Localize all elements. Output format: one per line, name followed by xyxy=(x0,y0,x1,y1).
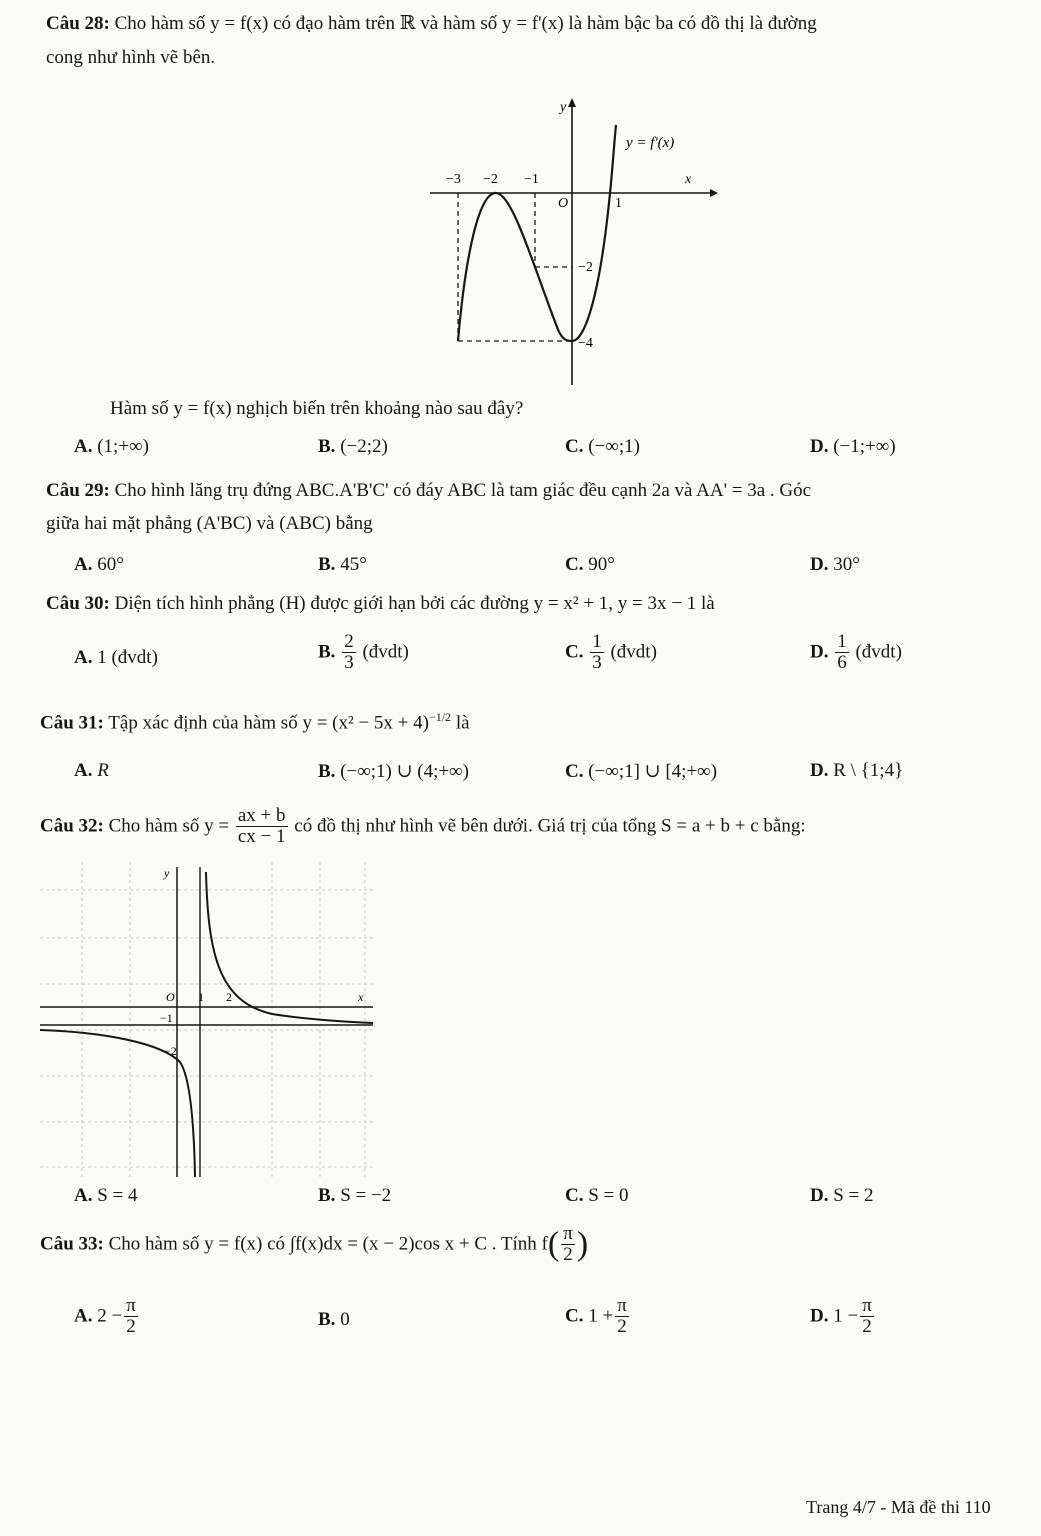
q31-option-a: A. R xyxy=(74,760,109,781)
q28-x-arrow xyxy=(710,189,718,197)
q32-line1 xyxy=(40,806,806,847)
q32-option-b: B. S = −2 xyxy=(318,1185,392,1206)
q32-y-label: y xyxy=(164,866,170,880)
q33-line1: Câu 33: Cho hàm số y = f(x) có ∫f(x)dx = (x − 2)cos x + C . Tính f( $\frac{\pi}{2}$ ) xyxy=(40,1223,589,1265)
q31-option-c: C. (−∞;1] ∪ [4;+∞) xyxy=(565,761,718,782)
q32-post: có đồ thị như hình vẽ bên dưới. Giá trị của tổng S = a + b + c bằng: xyxy=(294,815,806,837)
q32-tick-p1: 1 xyxy=(198,990,204,1004)
q30-option-d: D. $\frac{1}{6}$ (đvdt) xyxy=(810,631,902,673)
q30-line1 xyxy=(46,593,715,615)
q32-option-c: C. S = 0 xyxy=(565,1185,629,1206)
q28-option-a: A. (1;+∞) xyxy=(74,436,149,457)
q28-text1: Cho hàm số y = f(x) có đạo hàm trên ℝ và hàm số y = f'(x) là hàm bậc ba có đồ thị là đường xyxy=(114,13,817,34)
q30-option-b: B. $\frac{2}{3}$ (đvdt) xyxy=(318,631,409,673)
q32-tick-ym1: −1 xyxy=(160,1011,173,1025)
q32-graph xyxy=(40,862,375,1180)
q31-label: Câu 31: xyxy=(40,712,104,734)
q28-origin: O xyxy=(558,196,569,211)
q28-label: Câu 28: xyxy=(46,13,110,34)
q32-pre: Cho hàm số y = xyxy=(108,815,230,837)
q33-arg: $\frac{\pi}{2}$ xyxy=(563,1223,573,1265)
q33-option-c: C. 1 + $\frac{\pi}{2}$ xyxy=(565,1295,627,1337)
q28-tick-m3: −3 xyxy=(446,172,461,187)
q28-y-label: y xyxy=(560,100,567,115)
q29-option-c: C. 90° xyxy=(565,554,615,575)
q31-line1 xyxy=(40,710,470,734)
q28-curve xyxy=(458,125,616,341)
q33-label: Câu 33: xyxy=(40,1233,104,1255)
q28-question: Hàm số y = f(x) nghịch biến trên khoảng nào sau đây? xyxy=(110,398,524,419)
q31-post: là xyxy=(455,712,470,734)
q32-tick-p2: 2 xyxy=(226,990,232,1004)
q30-text1: Diện tích hình phẳng (H) được giới hạn bởi các đường y = x² + 1, y = 3x − 1 là xyxy=(114,593,715,614)
q29-option-a: A. 60° xyxy=(74,554,124,575)
q28-tick-ym2: −2 xyxy=(578,260,593,275)
q29-text1: Cho hình lăng trụ đứng ABC.A'B'C' có đáy ABC là tam giác đều cạnh 2a và AA' = 3a . Góc xyxy=(114,480,812,501)
q28-option-b: B. (−2;2) xyxy=(318,436,388,457)
q30-option-a: A. 1 (đvdt) xyxy=(74,647,158,668)
q28-graph xyxy=(420,95,720,390)
q31-option-b: B. (−∞;1) ∪ (4;+∞) xyxy=(318,761,469,782)
q29-option-d: D. 30° xyxy=(810,554,860,575)
q28-line1 xyxy=(46,12,817,35)
q28-y-arrow xyxy=(568,98,576,107)
q31-option-d: D. R \ {1;4} xyxy=(810,760,904,781)
q28-option-c: C. (−∞;1) xyxy=(565,436,640,457)
q32-label: Câu 32: xyxy=(40,815,104,837)
q32-x-label: x xyxy=(358,990,364,1004)
q33-pre: Cho hàm số y = f(x) có ∫f(x)dx = (x − 2)cos x + C . Tính f xyxy=(108,1233,548,1255)
q32-option-d: D. S = 2 xyxy=(810,1185,874,1206)
q29-text2: giữa hai mặt phẳng (A'BC) và (ABC) bằng xyxy=(46,513,373,534)
q31-exp: −1/2 xyxy=(428,710,452,724)
q28-tick-m1: −1 xyxy=(524,172,539,187)
q33-option-a: A. 2 − $\frac{\pi}{2}$ xyxy=(74,1295,136,1337)
q28-text2: cong như hình vẽ bên. xyxy=(46,47,216,68)
page-footer: Trang 4/7 - Mã đề thi 110 xyxy=(806,1497,991,1517)
q28-tick-p1: 1 xyxy=(615,196,622,211)
q30-label: Câu 30: xyxy=(46,593,110,614)
q28-tick-ym4: −4 xyxy=(578,336,593,351)
q29-line1 xyxy=(46,480,811,502)
q31-pre: Tập xác định của hàm số y = (x² − 5x + 4) xyxy=(108,712,429,734)
q32-option-a: A. S = 4 xyxy=(74,1185,138,1206)
q28-option-d: D. (−1;+∞) xyxy=(810,436,896,457)
q28-curve-label: y = f'(x) xyxy=(626,135,675,151)
q33-option-d: D. 1 − $\frac{\pi}{2}$ xyxy=(810,1295,872,1337)
q29-label: Câu 29: xyxy=(46,480,110,501)
q28-tick-m2: −2 xyxy=(483,172,498,187)
q29-option-b: B. 45° xyxy=(318,554,367,575)
q28-x-label: x xyxy=(685,172,692,187)
q32-fraction: $\frac{ax + b}{cx - 1}$ xyxy=(237,805,286,847)
q33-option-b: B. 0 xyxy=(318,1309,350,1330)
q30-option-c: C. $\frac{1}{3}$ (đvdt) xyxy=(565,631,657,673)
q32-tick-ym2: −2 xyxy=(164,1044,177,1058)
q32-origin: O xyxy=(166,990,175,1004)
